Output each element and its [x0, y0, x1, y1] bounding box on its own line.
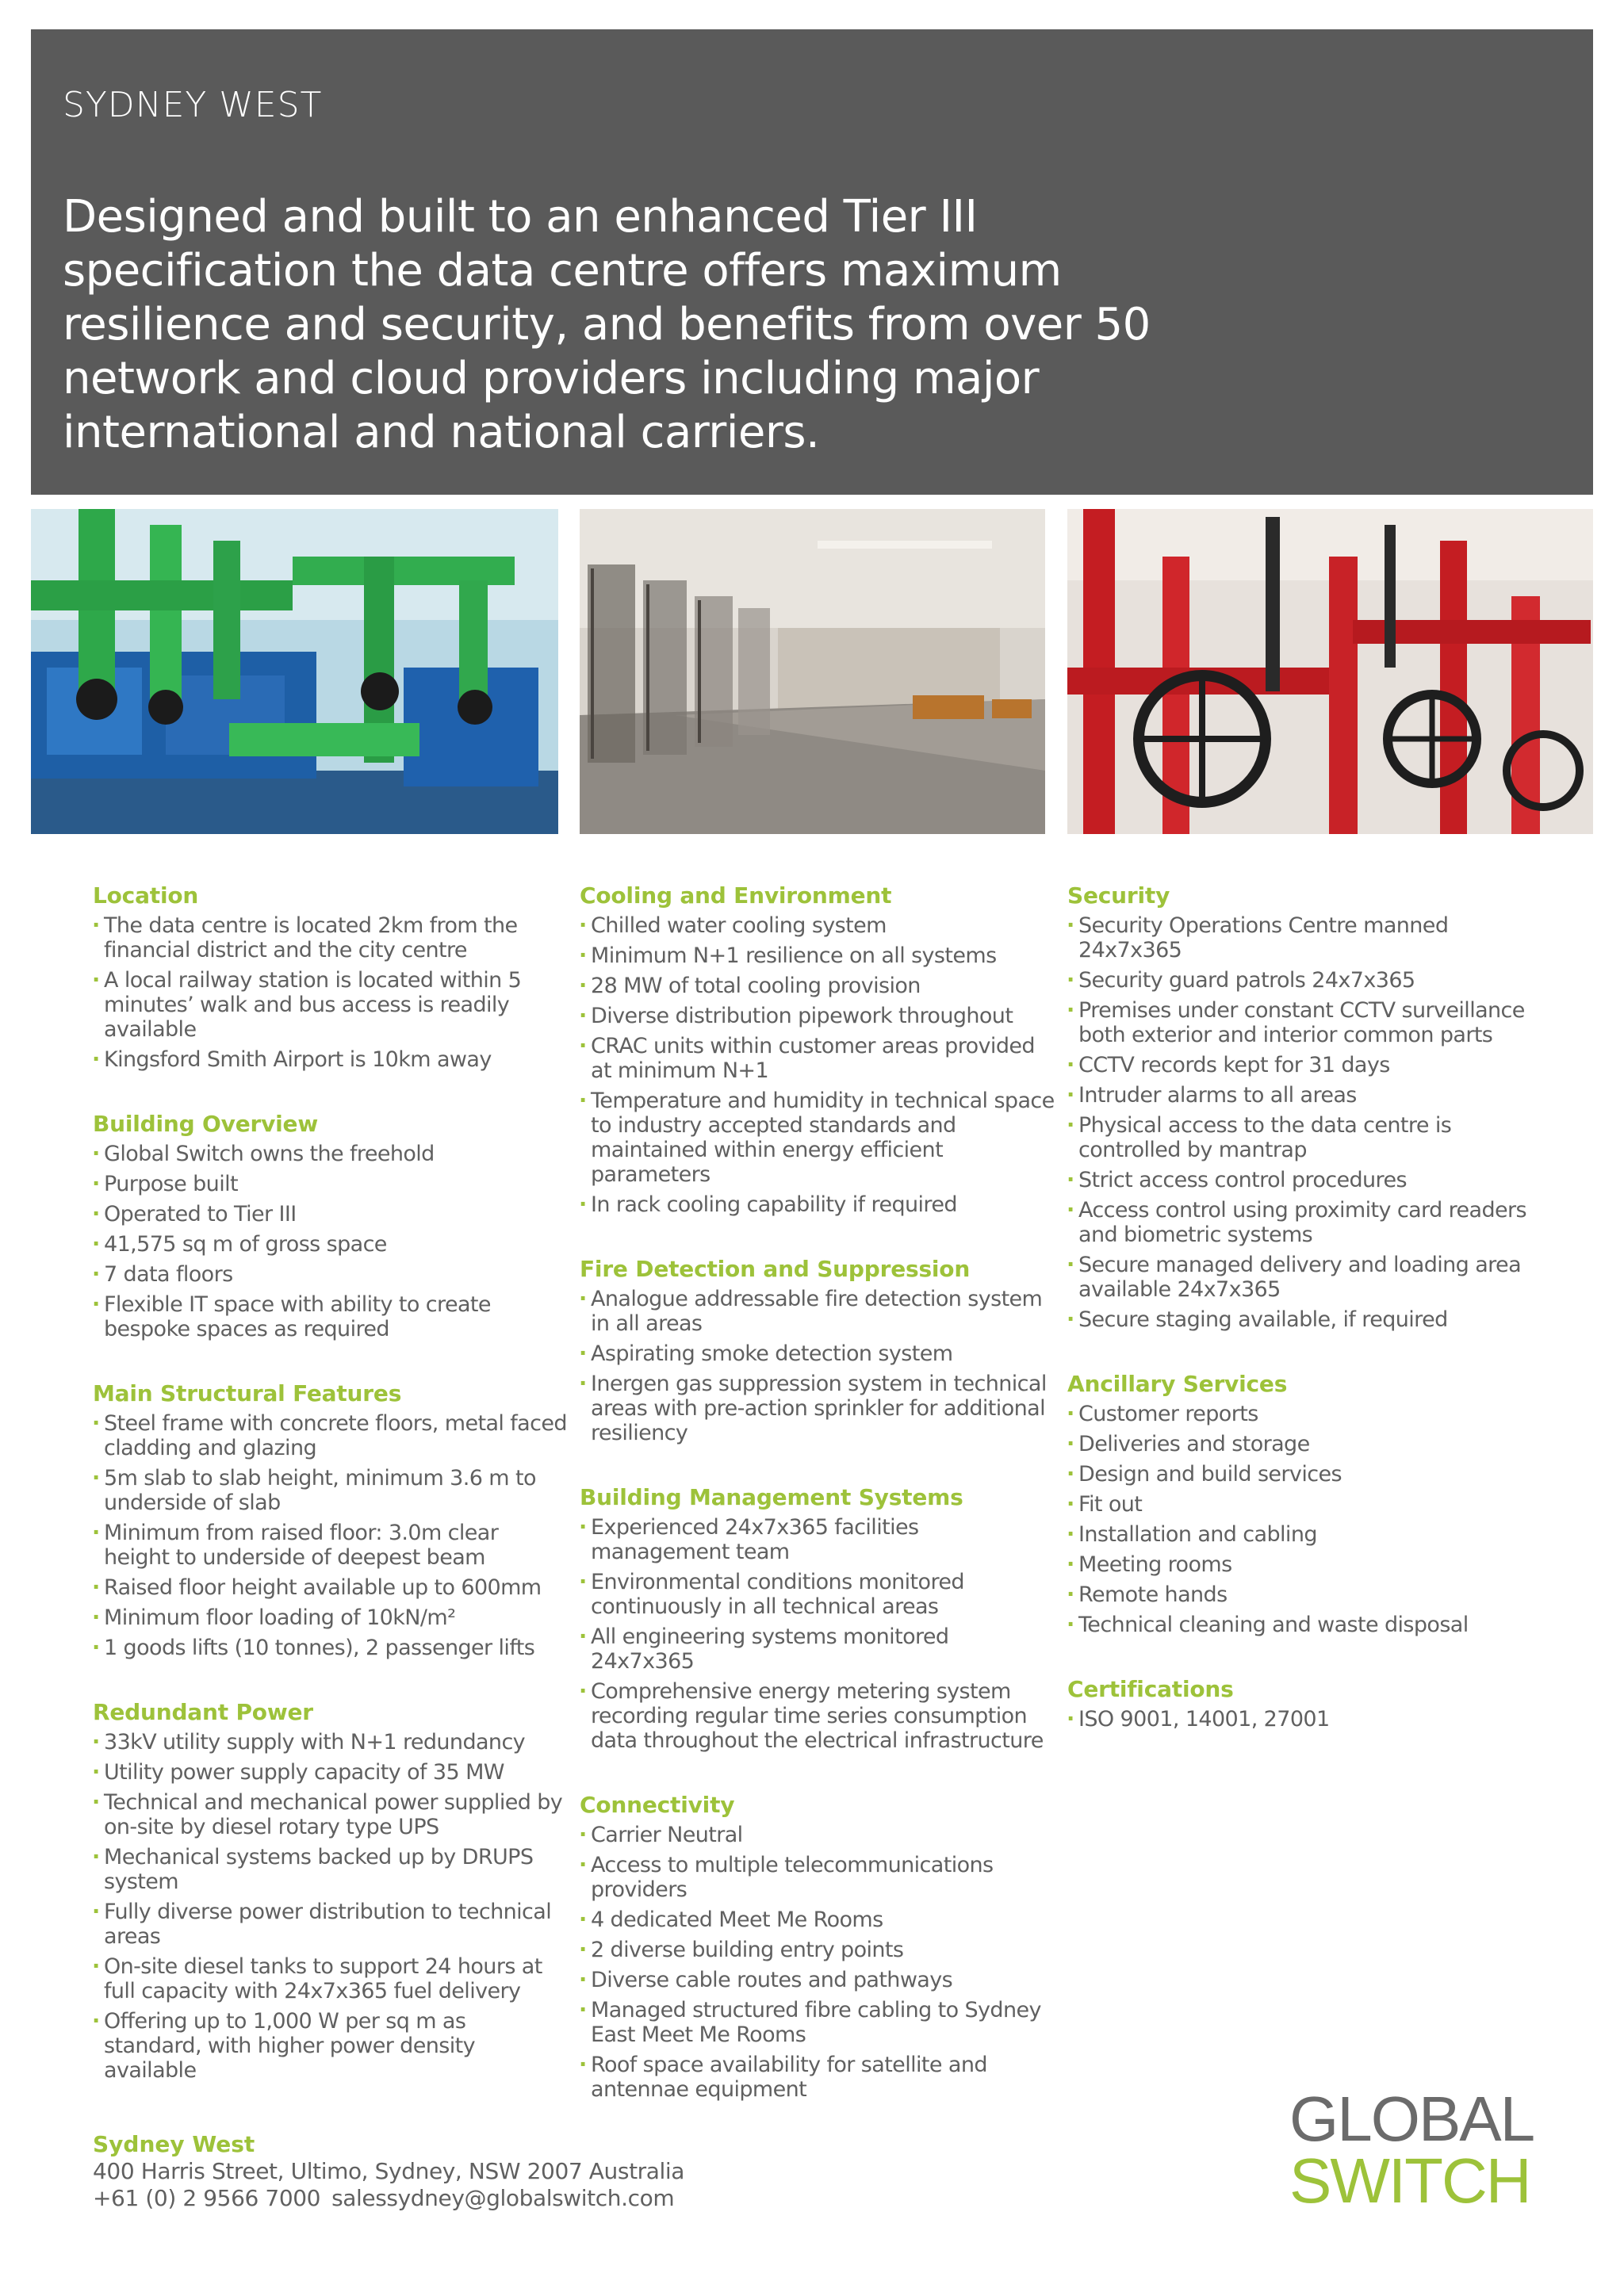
column-1: [93, 880, 569, 2119]
list-item: · On-site diesel tanks to support 24 hours at full capacity with 24x7x365 fuel delivery: [93, 1954, 569, 2003]
list-item: · Secure managed delivery and loading area available 24x7x365: [1067, 1253, 1543, 1302]
section-building-overview: [93, 1108, 569, 1341]
feature-list: [1067, 913, 1543, 1332]
list-item: · Operated to Tier III: [93, 1202, 569, 1226]
list-item: · Meeting rooms: [1067, 1552, 1543, 1577]
list-item: · In rack cooling capability if required: [580, 1192, 1055, 1217]
section-certifications: [1067, 1674, 1543, 1732]
list-item: · Temperature and humidity in technical space to industry accepted standards and maintained within energy efficient parameters: [580, 1089, 1055, 1187]
section-title: Certifications: [1067, 1676, 1234, 1702]
list-item: · Diverse cable routes and pathways: [580, 1968, 1055, 1992]
list-item: · ISO 9001, 14001, 27001: [1067, 1707, 1543, 1732]
column-2: [580, 880, 1055, 2138]
contact-details: [93, 2185, 684, 2212]
section-location: [93, 880, 569, 1072]
list-item: · Steel frame with concrete floors, metal faced cladding and glazing: [93, 1411, 569, 1460]
feature-list: [580, 1287, 1055, 1445]
list-item: · Kingsford Smith Airport is 10km away: [93, 1047, 569, 1072]
headline: Designed and built to an enhanced Tier III specification the data centre offers maximum resilience and security, and benefits from over 50 network and cloud providers including major international and national carriers.: [63, 191, 1151, 458]
section-title: Redundant Power: [93, 1699, 313, 1725]
list-item: · Fully diverse power distribution to technical areas: [93, 1900, 569, 1949]
feature-list: [1067, 1707, 1543, 1732]
list-item: · 1 goods lifts (10 tonnes), 2 passenger lifts: [93, 1636, 569, 1660]
section-redundant-power: [93, 1697, 569, 2083]
list-item: · 33kV utility supply with N+1 redundancy: [93, 1730, 569, 1755]
list-item: · Secure staging available, if required: [1067, 1307, 1543, 1332]
list-item: · Deliveries and storage: [1067, 1432, 1543, 1456]
feature-list: [580, 1823, 1055, 2102]
section-building-management: [580, 1482, 1055, 1753]
contact-name: Sydney West: [93, 2131, 255, 2157]
list-item: · Global Switch owns the freehold: [93, 1142, 569, 1166]
section-connectivity: [580, 1789, 1055, 2102]
fire-valves-photo: [1067, 509, 1593, 834]
generator-room-photo: [31, 509, 558, 834]
list-item: · Offering up to 1,000 W per sq m as standard, with higher power density available: [93, 2009, 569, 2083]
contact-email-link[interactable]: salessydney@globalswitch.com: [331, 2185, 675, 2211]
section-security: [1067, 880, 1543, 1332]
list-item: · Access to multiple telecommunications providers: [580, 1853, 1055, 1902]
list-item: · 4 dedicated Meet Me Rooms: [580, 1908, 1055, 1932]
list-item: · Premises under constant CCTV surveillance both exterior and interior common parts: [1067, 998, 1543, 1047]
section-fire-detection: [580, 1253, 1055, 1445]
list-item: · Inergen gas suppression system in technical areas with pre-action sprinkler for additional resiliency: [580, 1372, 1055, 1445]
list-item: · 7 data floors: [93, 1262, 569, 1287]
column-3: [1067, 880, 1543, 1768]
list-item: · Security guard patrols 24x7x365: [1067, 968, 1543, 993]
section-title: Security: [1067, 882, 1170, 909]
list-item: · Experienced 24x7x365 facilities management team: [580, 1515, 1055, 1564]
list-item: · Flexible IT space with ability to create bespoke spaces as required: [93, 1292, 569, 1341]
list-item: · A local railway station is located within 5 minutes’ walk and bus access is readily available: [93, 968, 569, 1042]
section-title: Cooling and Environment: [580, 882, 892, 909]
logo-word-global: GLOBAL: [1289, 2085, 1534, 2154]
global-switch-logo: [1285, 2085, 1538, 2212]
list-item: · Technical and mechanical power supplied by on-site by diesel rotary type UPS: [93, 1790, 569, 1839]
feature-list: [93, 913, 569, 1072]
list-item: · All engineering systems monitored 24x7x365: [580, 1624, 1055, 1674]
section-main-structural-features: [93, 1378, 569, 1660]
section-title: Connectivity: [580, 1792, 735, 1818]
feature-list: [93, 1730, 569, 2083]
list-item: · Carrier Neutral: [580, 1823, 1055, 1847]
list-item: · Technical cleaning and waste disposal: [1067, 1613, 1543, 1637]
list-item: · Minimum N+1 resilience on all systems: [580, 943, 1055, 968]
list-item: · 41,575 sq m of gross space: [93, 1232, 569, 1257]
list-item: · 5m slab to slab height, minimum 3.6 m to underside of slab: [93, 1466, 569, 1515]
section-title: Building Management Systems: [580, 1484, 963, 1510]
list-item: · Environmental conditions monitored continuously in all technical areas: [580, 1570, 1055, 1619]
site-name: SYDNEY WEST: [63, 85, 323, 125]
list-item: · CRAC units within customer areas provided at minimum N+1: [580, 1034, 1055, 1083]
feature-list: [580, 1515, 1055, 1753]
section-title: Location: [93, 882, 199, 909]
list-item: · Mechanical systems backed up by DRUPS system: [93, 1845, 569, 1894]
list-item: · Physical access to the data centre is controlled by mantrap: [1067, 1113, 1543, 1162]
list-item: · Purpose built: [93, 1172, 569, 1196]
list-item: · Roof space availability for satellite and antennae equipment: [580, 2053, 1055, 2102]
section-title: Main Structural Features: [93, 1380, 402, 1406]
lobby-photo: [580, 509, 1045, 834]
list-item: · The data centre is located 2km from the financial district and the city centre: [93, 913, 569, 962]
list-item: · Fit out: [1067, 1492, 1543, 1517]
list-item: · Utility power supply capacity of 35 MW: [93, 1760, 569, 1785]
contact-phone: +61 (0) 2 9566 7000: [93, 2185, 321, 2211]
feature-list: [93, 1411, 569, 1660]
list-item: · Installation and cabling: [1067, 1522, 1543, 1547]
list-item: · Chilled water cooling system: [580, 913, 1055, 938]
list-item: · Security Operations Centre manned 24x7x365: [1067, 913, 1543, 962]
contact-address: 400 Harris Street, Ultimo, Sydney, NSW 2007 Australia: [93, 2158, 685, 2184]
section-title: Fire Detection and Suppression: [580, 1256, 971, 1282]
contact-block: [93, 2131, 684, 2212]
list-item: · Customer reports: [1067, 1402, 1543, 1426]
list-item: · Intruder alarms to all areas: [1067, 1083, 1543, 1108]
feature-list: [580, 913, 1055, 1217]
list-item: · Minimum floor loading of 10kN/m²: [93, 1605, 569, 1630]
section-title: Ancillary Services: [1067, 1371, 1288, 1397]
feature-list: [1067, 1402, 1543, 1637]
feature-list: [93, 1142, 569, 1341]
logo-word-switch: SWITCH: [1289, 2145, 1530, 2212]
list-item: · Diverse distribution pipework throughout: [580, 1004, 1055, 1028]
list-item: · Design and build services: [1067, 1462, 1543, 1487]
section-cooling-and-environment: [580, 880, 1055, 1217]
list-item: · Raised floor height available up to 600mm: [93, 1575, 569, 1600]
section-ancillary-services: [1067, 1368, 1543, 1637]
list-item: · CCTV records kept for 31 days: [1067, 1053, 1543, 1077]
list-item: · 2 diverse building entry points: [580, 1938, 1055, 1962]
section-title: Building Overview: [93, 1111, 318, 1137]
list-item: · Access control using proximity card readers and biometric systems: [1067, 1198, 1543, 1247]
list-item: · Strict access control procedures: [1067, 1168, 1543, 1192]
list-item: · Aspirating smoke detection system: [580, 1341, 1055, 1366]
list-item: · Managed structured fibre cabling to Sydney East Meet Me Rooms: [580, 1998, 1055, 2047]
list-item: · Analogue addressable fire detection system in all areas: [580, 1287, 1055, 1336]
list-item: · Minimum from raised floor: 3.0m clear height to underside of deepest beam: [93, 1521, 569, 1570]
list-item: · 28 MW of total cooling provision: [580, 974, 1055, 998]
list-item: · Remote hands: [1067, 1582, 1543, 1607]
list-item: · Comprehensive energy metering system recording regular time series consumption data throughout the electrical infrastructure: [580, 1679, 1055, 1753]
